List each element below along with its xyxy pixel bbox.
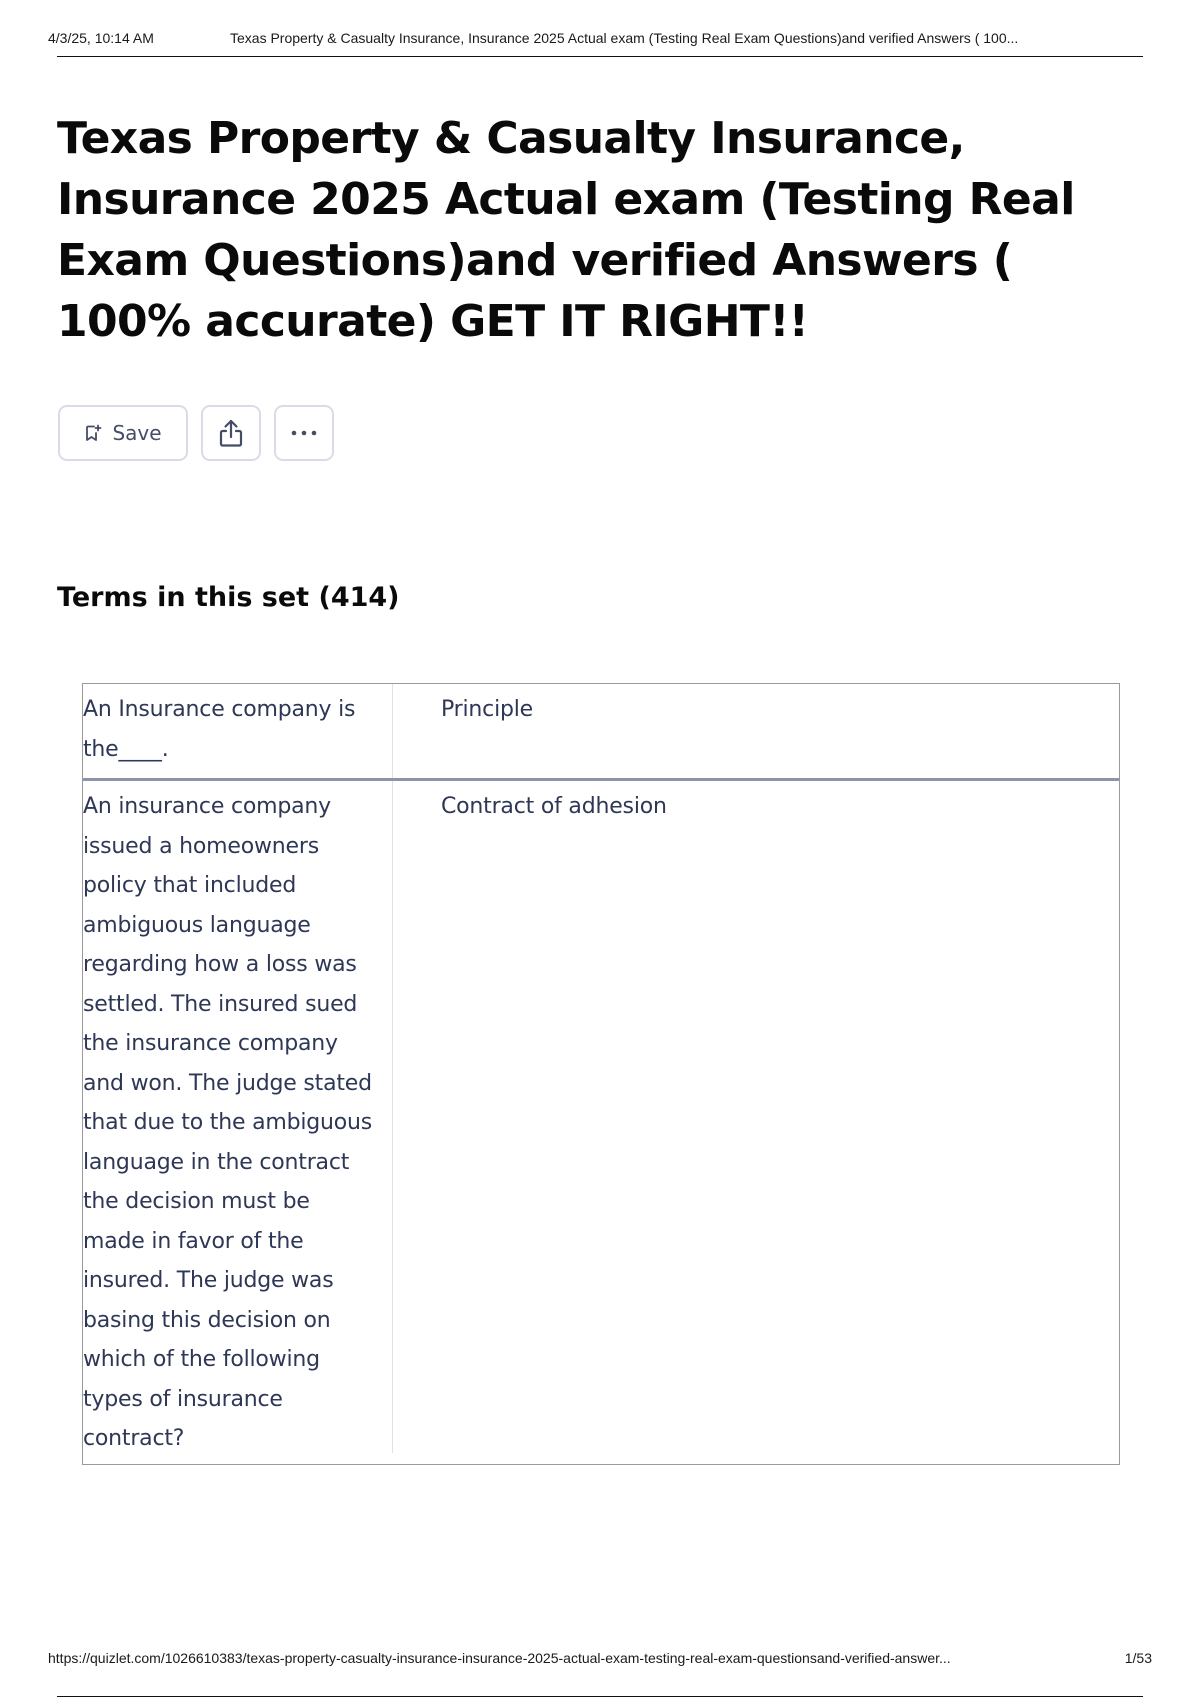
print-document-title: Texas Property & Casualty Insurance, Insurance 2025 Actual exam (Testing Real Exam Questions)and verified Answers ( 100... [230, 30, 1019, 46]
share-button[interactable] [201, 405, 261, 461]
print-footer [48, 1650, 1152, 1670]
term-row [83, 684, 1119, 779]
print-page-url: https://quizlet.com/1026610383/texas-property-casualty-insurance-insurance-2025-actual-exam-testing-real-exam-questionsand-verified-answer... [48, 1650, 951, 1666]
terms-heading: Terms in this set (414) [57, 582, 400, 613]
save-button[interactable] [58, 405, 188, 461]
column-divider [392, 781, 393, 1453]
print-datetime: 4/3/25, 10:14 AM [48, 30, 154, 46]
save-button-label: Save [112, 421, 162, 445]
header-divider [57, 56, 1143, 57]
term-row [83, 781, 1119, 1464]
terms-table [82, 683, 1120, 1465]
print-header [48, 30, 1144, 50]
definition-text: Principle [441, 697, 534, 722]
definition-text: Contract of adhesion [441, 794, 667, 819]
term-text: An Insurance company is the____. [83, 697, 356, 762]
more-horizontal-icon [290, 429, 318, 437]
share-icon [217, 418, 245, 448]
term-text: An insurance company issued a homeowners policy that included ambiguous language regarding how a loss was settled. The insured sued the insurance company and won. The judge stated that due to the ambiguous language in the contract the decision must be made in favor of the insured. The judge was basing this decision on which of the following types of insurance contract? [83, 794, 373, 1451]
page-title: Texas Property & Casualty Insurance, Insurance 2025 Actual exam (Testing Real Exam Questions)and verified Answers ( 100% accurate) GET IT RIGHT!! [57, 113, 1075, 347]
more-options-button[interactable] [274, 405, 334, 461]
print-page-number: 1/53 [1124, 1650, 1152, 1666]
bookmark-plus-icon [84, 424, 102, 442]
footer-divider [57, 1696, 1143, 1697]
column-divider [392, 684, 393, 778]
